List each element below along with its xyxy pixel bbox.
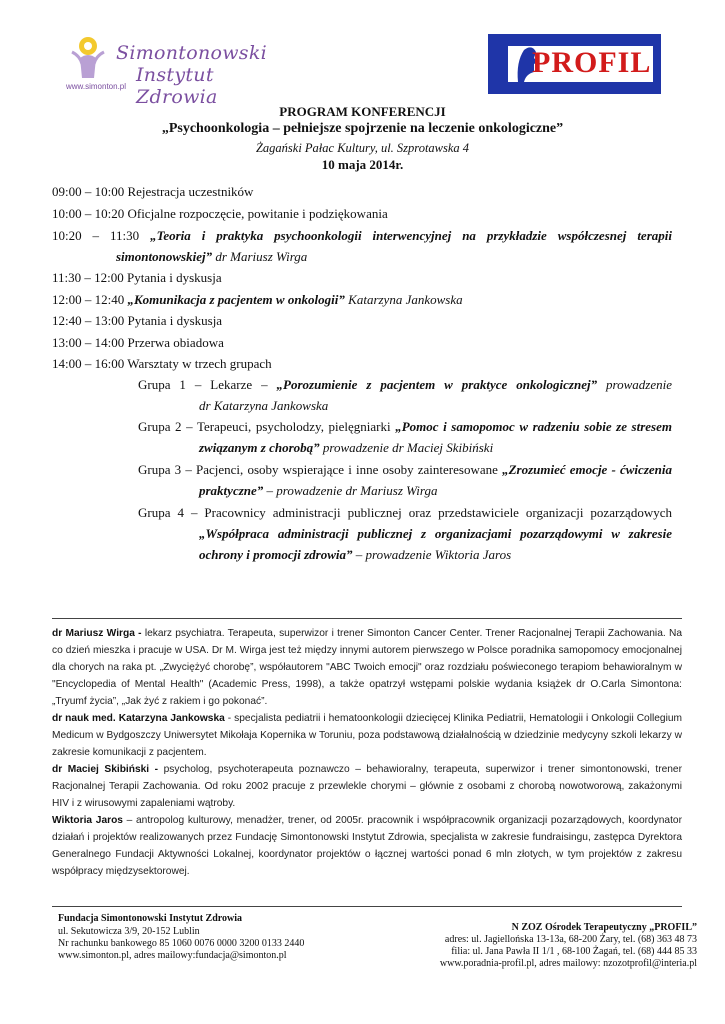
workshop-group-4-cont xyxy=(199,547,511,563)
lecture-title: „Teoria i praktyka psychoonkologii interwencyjnej na przykładzie współczesnej terapii xyxy=(150,228,672,243)
footer-left-name: Fundacja Simontonowski Instytut Zdrowia xyxy=(58,913,243,924)
agenda-item-lecture xyxy=(52,228,672,244)
bio-jankowska xyxy=(52,710,682,761)
workshop-group-2-cont xyxy=(199,440,493,456)
bio-text: – antropolog kulturowy, menadżer, trener, od 2005r. pracownik i współpracownik organizacji pozarządowych, koordynator działań i projektów realizowanych przez Fundację Simontonowski Instytut Zdrowia, specjalista w zakresie fundraisingu, zastępca Dyrektora Generalnego Fundacji Aktywności Lokalnej, koordynator projektów o łącznej wartości ponad 6 mln złotych, w tym projektów z zakresu współpracy międzysektorowej. xyxy=(52,815,682,877)
lecture-speaker: Katarzyna Jankowska xyxy=(348,292,463,307)
footer-right-name: N ZOZ Ośrodek Terapeutyczny „PROFIL” xyxy=(511,922,697,933)
bio-jaros xyxy=(52,812,682,880)
bio-skibinski xyxy=(52,761,682,812)
conference-title: „Psychoonkologia – pełniejsze spojrzenie na leczenie onkologiczne” xyxy=(161,121,564,136)
bio-name: dr Mariusz Wirga - xyxy=(52,628,142,639)
bio-name: Wiktoria Jaros xyxy=(52,815,123,826)
group-title: „Zrozumieć emocje - ćwiczenia xyxy=(502,462,672,477)
footer-left-web: www.simonton.pl, adres mailowy:fundacja@simonton.pl xyxy=(58,950,287,961)
bio-text: lekarz psychiatra. Terapeuta, superwizor i trener Simonton Cancer Center. Trener Racjonalnej Terapii Zachowania. Na co dzień mieszka i pracuje w USA. Dr M. Wirga jest też między innymi autorem pierwszego w Polsce poradnika samopomocy emocjonalnej dla chorych na raka pt. „Zwyciężyć chorobę”, współautorem "ABC Twoich emocji" oraz rozdziału poświeconego terapiom behawioralnym w "Encyclopedia of Mental Health" (Academic Press, 1998), a także opatrzył wstępami polskie wydania książek dr O.Carla Simontona: „Tryumf życia”, „Jak żyć z rakiem i go pokonać”. xyxy=(52,628,682,707)
conference-date: 10 maja 2014r. xyxy=(321,157,404,172)
program-title: PROGRAM KONFERENCJI xyxy=(279,104,446,119)
simonton-logo xyxy=(58,30,298,108)
lecture-speaker: dr Mariusz Wirga xyxy=(215,249,308,264)
bio-name: dr Maciej Skibiński - xyxy=(52,764,159,775)
group-speaker: – prowadzenie Wiktoria Jaros xyxy=(355,547,512,562)
footer-divider xyxy=(52,906,682,907)
group-lead: Grupa 3 – Pacjenci, osoby wspierające i inne osoby zainteresowane xyxy=(138,462,498,477)
group-lead: Grupa 4 – Pracownicy administracji publicznej oraz przedstawiciele organizacji pozarządowych xyxy=(138,505,672,520)
agenda-item-lecture xyxy=(52,292,463,308)
logo-title-line2: Instytut Zdrowia xyxy=(136,64,218,108)
workshop-group-2 xyxy=(138,419,672,435)
workshop-group-4 xyxy=(138,505,672,521)
agenda-item: 09:00 – 10:00 Rejestracja uczestników xyxy=(52,184,254,199)
sunflower-figure-icon xyxy=(58,30,118,86)
logo-url: www.simonton.pl xyxy=(66,82,127,91)
agenda-time: 12:00 – 12:40 xyxy=(52,292,125,307)
footer-right-address: adres: ul. Jagiellońska 13-13a, 68-200 Żary, tel. (68) 363 48 73 xyxy=(444,934,697,945)
group-title: „Porozumienie z pacjentem w praktyce onkologicznej” xyxy=(276,377,598,392)
agenda-item: 12:40 – 13:00 Pytania i dyskusja xyxy=(52,313,223,328)
agenda-item: 10:00 – 10:20 Oficjalne rozpoczęcie, powitanie i podziękowania xyxy=(52,206,388,221)
group-lead: Grupa 2 – Terapeuci, psycholodzy, pielęgniarki xyxy=(138,419,391,434)
workshop-group-1 xyxy=(138,377,672,393)
footer-left-account: Nr rachunku bankowego 85 1060 0076 0000 3200 0133 2440 xyxy=(58,938,305,949)
bio-text: - specjalista pediatrii i hematoonkologii dziecięcej Klinika Pediatrii, Hematologii i Onkologii Collegium Medicum w Bydgoszczy Uniwersytet Mikołaja Kopernika w Toruniu, poza podstawową działalnością w dziedzinie medycyny szkoli lekarzy w zakresie komunikacji z pacjentem. xyxy=(52,713,682,758)
lecture-title: „Komunikacja z pacjentem w onkologii” xyxy=(127,292,345,307)
bio-name: dr nauk med. Katarzyna Jankowska xyxy=(52,713,225,724)
agenda-item-lecture-cont xyxy=(116,249,307,265)
bio-wirga xyxy=(52,625,682,710)
footer-left-address: ul. Sekutowicza 3/9, 20-152 Lublin xyxy=(58,926,200,937)
workshop-group-3 xyxy=(138,462,672,478)
profil-logo-text: PROFIL xyxy=(532,46,652,79)
group-speaker-text: dr Katarzyna Jankowska xyxy=(199,398,329,413)
agenda-time: 10:20 – 11:30 xyxy=(52,228,140,243)
workshop-group-3-cont xyxy=(199,483,437,499)
footer-right-branch: filia: ul. Jana Pawła II 1/1 , 68-100 Żagań, tel. (68) 444 85 33 xyxy=(451,946,697,957)
group-title: „Pomoc i samopomoc w radzeniu sobie ze stresem xyxy=(395,419,672,434)
agenda-item: 14:00 – 16:00 Warsztaty w trzech grupach xyxy=(52,356,272,371)
group-title-cont: praktyczne” xyxy=(199,483,264,498)
workshop-group-4-title xyxy=(199,526,672,542)
logo-title-line1: Simontonowski xyxy=(116,42,268,64)
group-title: „Współpraca administracji publicznej z organizacjami pozarządowymi w zakresie xyxy=(199,526,672,541)
group-lead: Grupa 1 – Lekarze – xyxy=(138,377,268,392)
lecture-title-cont: simontonowskiej” xyxy=(116,249,213,264)
agenda-item: 13:00 – 14:00 Przerwa obiadowa xyxy=(52,335,224,350)
group-title-cont: związanym z chorobą” xyxy=(199,440,320,455)
agenda-item: 11:30 – 12:00 Pytania i dyskusja xyxy=(52,270,222,285)
group-tail: prowadzenie xyxy=(606,377,672,392)
group-speaker: – prowadzenie dr Mariusz Wirga xyxy=(266,483,438,498)
group-speaker: prowadzenie dr Maciej Skibiński xyxy=(322,440,494,455)
profil-logo xyxy=(488,34,661,94)
footer-right-web: www.poradnia-profil.pl, adres mailowy: nzozotprofil@interia.pl xyxy=(439,958,697,969)
venue: Żagański Pałac Kultury, ul. Szprotawska 4 xyxy=(255,141,470,155)
group-speaker xyxy=(199,398,328,414)
bio-text: psycholog, psychoterapeuta poznawczo – behawioralny, terapeuta, superwizor i trener simontonowski, trener Racjonalnej Terapii Zachowania. Od roku 2002 pracuje z przewlekle chorymi – głównie z osobami z chorobą nowotworową, zakażonymi HIV i z wirusowymi zapaleniami wątroby. xyxy=(52,764,682,809)
section-divider xyxy=(52,618,682,619)
group-title-cont: ochrony i promocji zdrowia” xyxy=(199,547,353,562)
